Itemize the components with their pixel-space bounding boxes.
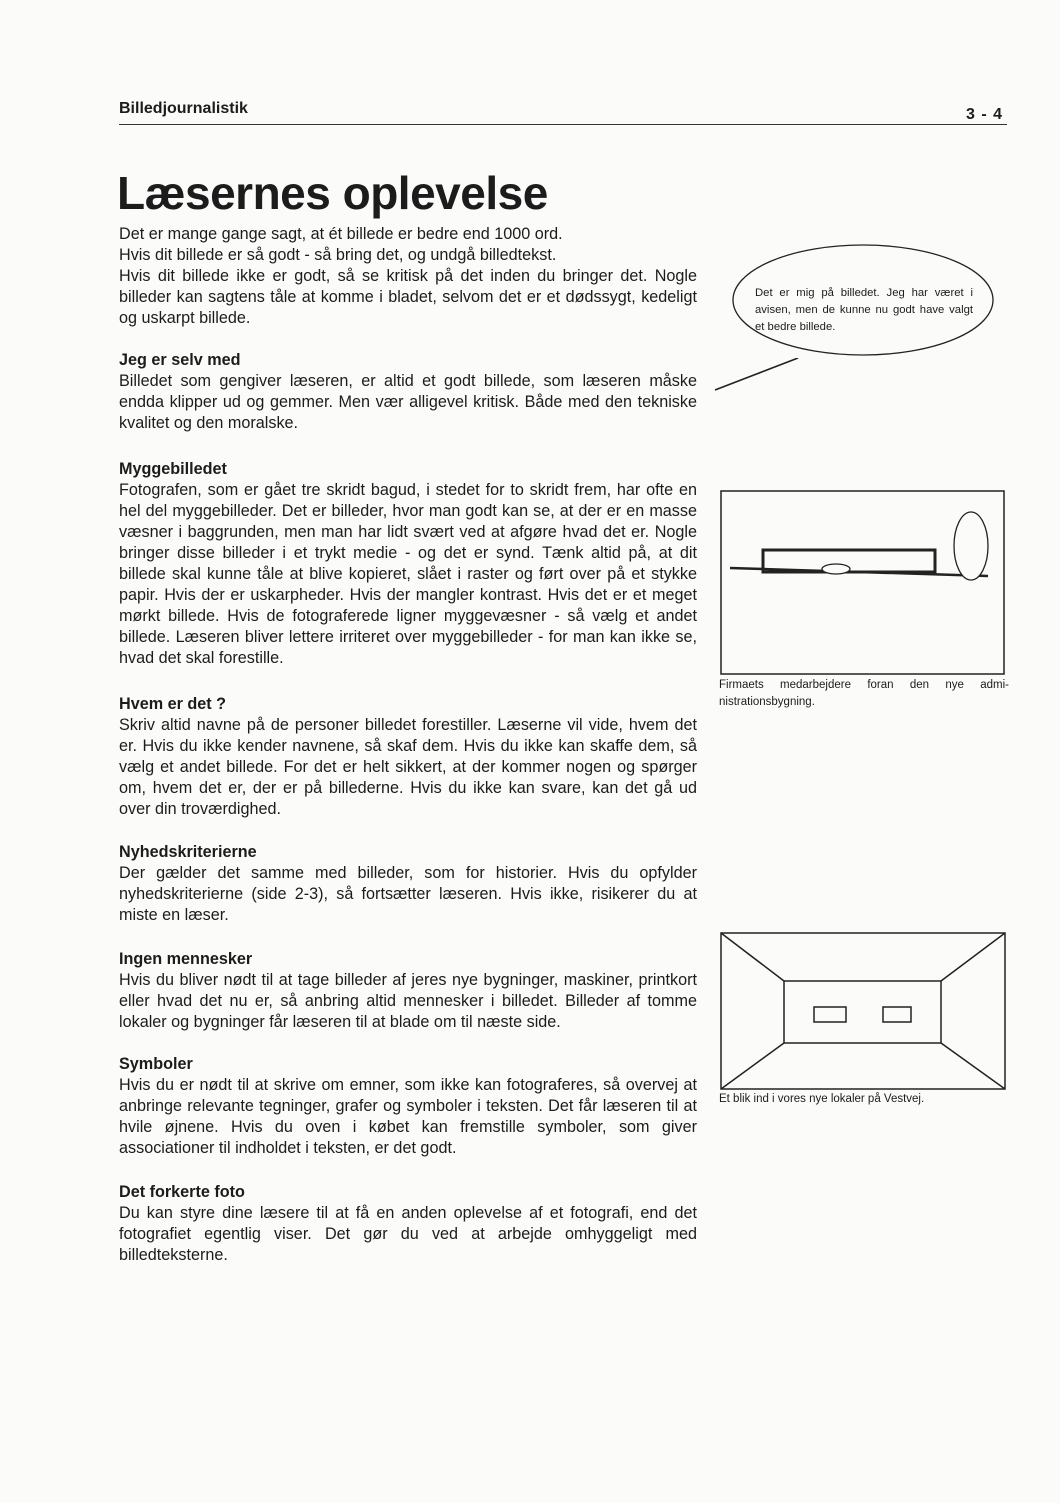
section-heading: Ingen mennesker — [119, 950, 253, 968]
room-illustration — [718, 930, 1008, 1095]
intro-line-3: Hvis dit billede ikke er godt, så se kritisk på det inden du bringer det. Nogle billeder kan sagtens tåle at komme i bladet, selvom det er et dødssygt, kedeligt og uskarpt billede. — [119, 267, 697, 327]
section-heading: Hvem er det ? — [119, 695, 227, 713]
section-hvem-er-det — [119, 694, 697, 820]
section-body: Billedet som gengiver læseren, er altid et godt billede, som læseren måske endda klipper ud og gemmer. Men vær alligevel kritisk. Både med den tekniske kvalitet og den moralske. — [119, 372, 697, 432]
intro-paragraphs — [119, 224, 697, 329]
section-body: Der gælder det samme med billeder, som for historier. Hvis du opfylder nyhedskriterierne (side 2-3), så fortsætter læseren. Hvis ikke, risikerer du at miste en læser. — [119, 864, 697, 924]
section-heading: Jeg er selv med — [119, 351, 241, 369]
figure-caption-building: Firmaets medarbejdere foran den nye administrationsbygning. — [719, 679, 1009, 708]
section-body: Fotografen, som er gået tre skridt bagud, i stedet for to skridt frem, har ofte en hel del myggebilleder. Det er billeder, hvor man godt kan se, at der er en masse væsner i baggrunden, men man har lidt svært ved at afgøre hvad det er. Nogle bringer disse billeder i et trykt medie - og det er synd. Tænk altid på, at dit billede skal kunne tåle at blive kopieret, slået i raster og ført over på et stykke papir. Hvis der er uskarpheder. Hvis der mangler kontrast. Hvis det er et meget mørkt billede. Hvis de fotograferede ligner myggevæsner - så vælg et andet billede. Læseren bliver lettere irriteret over myggebilleder - for man kan ikke se, hvad det skal forestille. — [119, 481, 697, 667]
intro-line-2: Hvis dit billede er så godt - så bring det, og undgå billedtekst. — [119, 246, 557, 264]
section-body: Skriv altid navne på de personer billedet forestiller. Læserne vil vide, hvem det er. Hvis du ikke kender navnene, så skaf dem. Hvis du ikke kan skaffe dem, så vælg et andet billede. For det er helt sikkert, at der kommer nogen og spørger om, hvem det er, der er på billederne. Hvis du ikke kan svare, kan det gå ud over din troværdighed. — [119, 716, 697, 818]
section-body: Hvis du bliver nødt til at tage billeder af jeres nye bygninger, maskiner, printkort eller hvad det nu er, så anbring altid mennesker i billedet. Billeder af tomme lokaler og bygninger får læseren til at blade om til næste side. — [119, 971, 697, 1031]
intro-line-1: Det er mange gange sagt, at ét billede er bedre end 1000 ord. — [119, 225, 563, 243]
section-body: Hvis du er nødt til at skrive om emner, som ikke kan fotograferes, så overvej at anbringe relevante tegninger, grafer og symboler i teksten. Det får læseren til at hvile øjnene. Hvis du oven i købet kan fremstille symboler, som giver associationer til indholdet i teksten, er det godt. — [119, 1076, 697, 1157]
figure-caption-room: Et blik ind i vores nye lokaler på Vestvej. — [719, 1093, 925, 1105]
section-ingen-mennesker — [119, 949, 697, 1033]
speech-bubble-text: Det er mig på billedet. Jeg har været i avisen, men de kunne nu godt have valgt et bedre billede. — [755, 287, 973, 333]
section-heading: Nyhedskriterierne — [119, 843, 257, 861]
section-symboler — [119, 1054, 697, 1159]
section-det-forkerte-foto — [119, 1182, 697, 1266]
section-nyhedskriterierne — [119, 842, 697, 926]
section-body: Du kan styre dine læsere til at få en anden oplevelse af et fotografi, end det fotografiet egentlig viser. Det gør du ved at arbejde omhyggeligt med billedteksterne. — [119, 1204, 697, 1264]
header-rule — [119, 124, 1007, 125]
building-illustration — [718, 488, 1006, 678]
section-heading: Symboler — [119, 1055, 193, 1073]
section-myggebilledet — [119, 459, 697, 669]
section-heading: Myggebilledet — [119, 460, 227, 478]
running-header-title: Billedjournalistik — [119, 100, 248, 117]
page-title: Læsernes oplevelse — [117, 167, 548, 219]
section-jeg-er-selv-med — [119, 350, 697, 434]
section-heading: Det forkerte foto — [119, 1183, 245, 1201]
page-number: 3 - 4 — [966, 106, 1004, 123]
